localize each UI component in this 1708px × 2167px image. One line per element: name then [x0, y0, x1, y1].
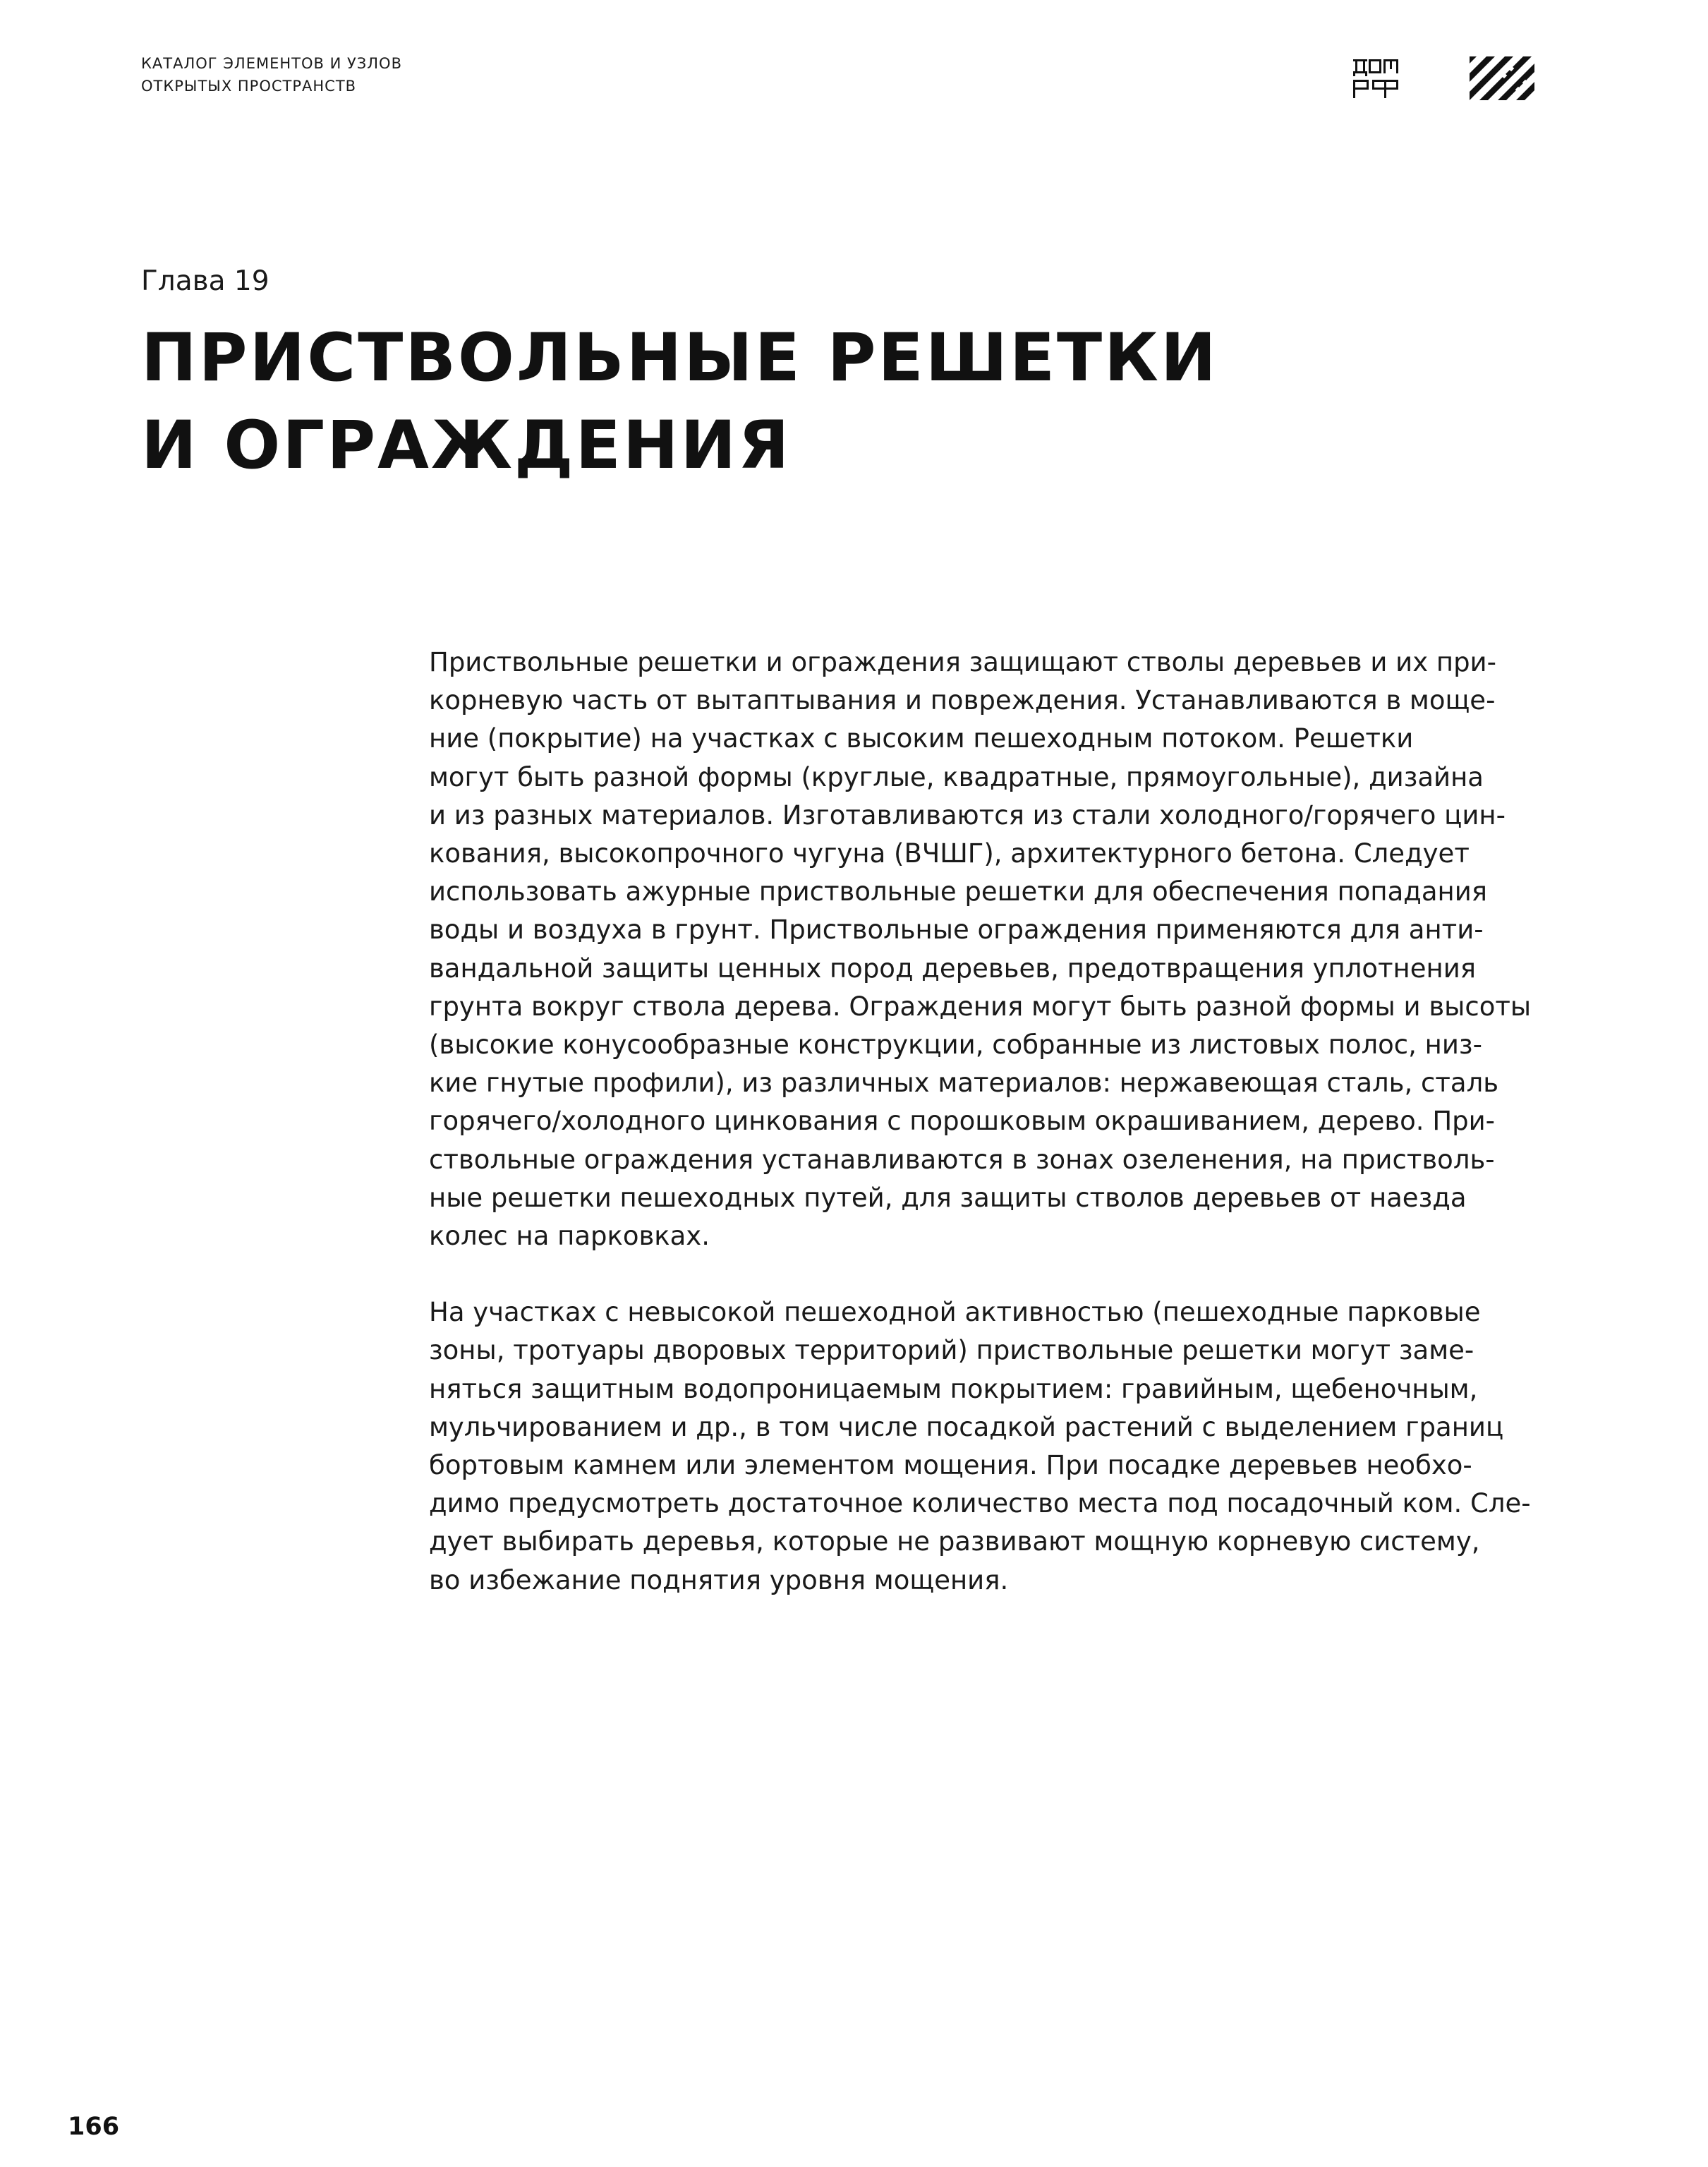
paragraph-1-line: корневую часть от вытаптывания и повреждения. Устанавливаются в моще- — [429, 685, 1496, 716]
paragraph-1-line: горячего/холодного цинкования с порошковым окрашиванием, дерево. При- — [429, 1106, 1496, 1137]
chapter-label: Глава 19 — [141, 265, 269, 297]
paragraph-1-line: ные решетки пешеходных путей, для защиты стволов деревьев от наезда — [429, 1182, 1467, 1213]
chapter-title-line1: ПРИСТВОЛЬНЫЕ РЕШЕТКИ — [141, 320, 1218, 397]
paragraph-1-line: (высокие конусообразные конструкции, собранные из листовых полос, низ- — [429, 1030, 1482, 1061]
paragraph-1-line: кования, высокопрочного чугуна (ВЧШГ), архитектурного бетона. Следует — [429, 838, 1470, 869]
paragraph-2-line: дует выбирать деревья, которые не развивают мощную корневую систему, — [429, 1526, 1480, 1557]
page-number: 166 — [68, 2113, 120, 2141]
paragraph-1-line: кие гнутые профили), из различных материалов: нержавеющая сталь, сталь — [429, 1068, 1499, 1099]
paragraph-2-line: няться защитным водопроницаемым покрытием: гравийным, щебеночным, — [429, 1373, 1478, 1404]
paragraph-1-line: ствольные ограждения устанавливаются в зонах озеленения, на пристволь- — [429, 1144, 1495, 1175]
paragraph-2-line: зоны, тротуары дворовых территорий) приствольные решетки могут заме- — [429, 1335, 1474, 1366]
chapter-title-line2: И ОГРАЖДЕНИЯ — [141, 407, 792, 484]
paragraph-1-line: и из разных материалов. Изготавливаются из стали холодного/горячего цин- — [429, 799, 1506, 831]
paragraph-1 — [429, 644, 1572, 1255]
catalog-header-line1: КАТАЛОГ ЭЛЕМЕНТОВ И УЗЛОВ — [141, 55, 402, 72]
paragraph-2-line: бортовым камнем или элементом мощения. При посадке деревьев необхо- — [429, 1450, 1472, 1481]
diagonal-pattern-logo — [1470, 56, 1534, 100]
catalog-header-line2: ОТКРЫТЫХ ПРОСТРАНСТВ — [141, 78, 357, 95]
dom-rf-logo — [1353, 56, 1398, 100]
paragraph-2-line: мульчированием и др., в том числе посадкой растений с выделением границ — [429, 1411, 1504, 1442]
paragraph-1-line: вандальной защиты ценных пород деревьев, предотвращения уплотнения — [429, 953, 1477, 984]
paragraph-2 — [429, 1293, 1572, 1600]
catalog-header — [141, 52, 402, 97]
paragraph-1-line: грунта вокруг ствола дерева. Ограждения могут быть разной формы и высоты — [429, 991, 1532, 1022]
body-text — [429, 644, 1572, 1600]
paragraph-1-line: использовать ажурные приствольные решетки для обеспечения попадания — [429, 876, 1488, 907]
paragraph-1-line: колес на парковках. — [429, 1221, 710, 1252]
paragraph-2-line: На участках с невысокой пешеходной активностью (пешеходные парковые — [429, 1297, 1481, 1328]
chapter-title — [141, 315, 1340, 490]
paragraph-2-line: димо предусмотреть достаточное количество места под посадочный ком. Сле- — [429, 1488, 1531, 1519]
paragraph-1-line: могут быть разной формы (круглые, квадратные, прямоугольные), дизайна — [429, 761, 1484, 792]
paragraph-2-line: во избежание поднятия уровня мощения. — [429, 1564, 1009, 1595]
paragraph-1-line: ние (покрытие) на участках с высоким пешеходным потоком. Решетки — [429, 723, 1414, 754]
paragraph-1-line: воды и воздуха в грунт. Приствольные ограждения применяются для анти- — [429, 915, 1484, 946]
paragraph-1-line: Приствольные решетки и ограждения защищают стволы деревьев и их при- — [429, 647, 1496, 677]
